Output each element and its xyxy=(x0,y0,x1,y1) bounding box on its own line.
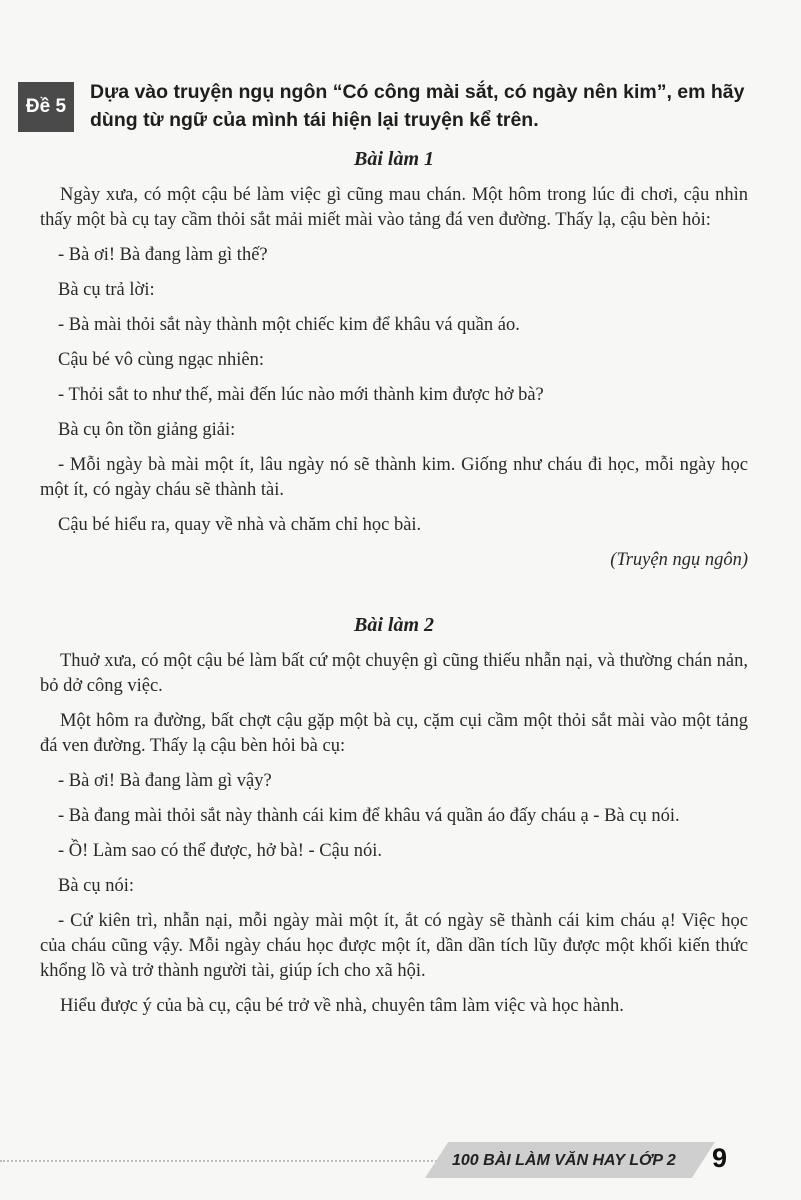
essay-1-paragraph: Ngày xưa, có một cậu bé làm việc gì cũng mau chán. Một hôm trong lúc đi chơi, cậu nhìn thấy một bà cụ tay cầm thỏi sắt mải miết mài vào tảng đá ven đường. Thấy lạ, cậu bèn hỏi: xyxy=(40,185,748,230)
assignment-prompt xyxy=(18,78,778,134)
page-footer xyxy=(0,1140,801,1180)
essay-2-paragraph: Bà cụ nói: xyxy=(58,876,135,896)
essay-2-paragraph: - Ồ! Làm sao có thể được, hở bà! - Cậu nói. xyxy=(58,841,382,861)
essay-1-paragraph: - Bà ơi! Bà đang làm gì thế? xyxy=(58,245,268,265)
footer-dotted-line xyxy=(0,1160,440,1162)
assignment-badge: Đề 5 xyxy=(18,82,74,132)
essay-1-paragraph: Cậu bé vô cùng ngạc nhiên: xyxy=(58,350,265,370)
essay-2-title: Bài làm 2 xyxy=(353,614,434,636)
essay-2-paragraph: - Cứ kiên trì, nhẫn nại, mỗi ngày mài một ít, ắt có ngày sẽ thành cái kim cháu ạ! Việc học của cháu cũng vậy. Mỗi ngày cháu học được một ít, dần dần tích lũy được một khối kiến thức khổng lồ và trở thành người tài, giúp ích cho xã hội. xyxy=(40,911,748,981)
essay-1 xyxy=(40,148,748,573)
page-number: 9 xyxy=(712,1143,728,1173)
essay-2-paragraph: Thuở xưa, có một cậu bé làm bất cứ một chuyện gì cũng thiếu nhẫn nại, và thường chán nản, bỏ dở công việc. xyxy=(40,651,748,696)
essay-1-paragraph: - Mỗi ngày bà mài một ít, lâu ngày nó sẽ thành kim. Giống như cháu đi học, mỗi ngày học một ít, có ngày cháu sẽ thành tài. xyxy=(40,455,748,500)
book-title: 100 BÀI LÀM VĂN HAY LỚP 2 xyxy=(452,1152,676,1169)
essay-2-paragraph: Hiểu được ý của bà cụ, cậu bé trở về nhà, chuyên tâm làm việc và học hành. xyxy=(60,996,624,1016)
essay-2-paragraph: Một hôm ra đường, bất chợt cậu gặp một bà cụ, cặm cụi cầm một thỏi sắt mài vào một tảng đá ven đường. Thấy lạ cậu bèn hỏi bà cụ: xyxy=(40,711,748,756)
essay-1-paragraph: Cậu bé hiểu ra, quay về nhà và chăm chỉ học bài. xyxy=(58,515,422,535)
essay-2 xyxy=(40,614,748,1029)
essay-1-paragraph: - Bà mài thỏi sắt này thành một chiếc kim để khâu vá quần áo. xyxy=(58,315,520,335)
assignment-text: Dựa vào truyện ngụ ngôn “Có công mài sắt, có ngày nên kim”, em hãy dùng từ ngữ của mình tái hiện lại truyện kể trên. xyxy=(90,81,745,131)
essay-1-paragraph: - Thỏi sắt to như thế, mài đến lúc nào mới thành kim được hở bà? xyxy=(58,385,544,405)
essay-2-paragraph: - Bà đang mài thỏi sắt này thành cái kim để khâu vá quần áo đấy cháu ạ - Bà cụ nói. xyxy=(58,806,680,826)
essay-1-paragraph: Bà cụ ôn tồn giảng giải: xyxy=(58,420,236,440)
essay-1-paragraph: Bà cụ trả lời: xyxy=(58,280,155,300)
essay-1-source: (Truyện ngụ ngôn) xyxy=(610,550,748,570)
essay-1-title: Bài làm 1 xyxy=(353,148,434,170)
essay-2-paragraph: - Bà ơi! Bà đang làm gì vậy? xyxy=(58,771,272,791)
